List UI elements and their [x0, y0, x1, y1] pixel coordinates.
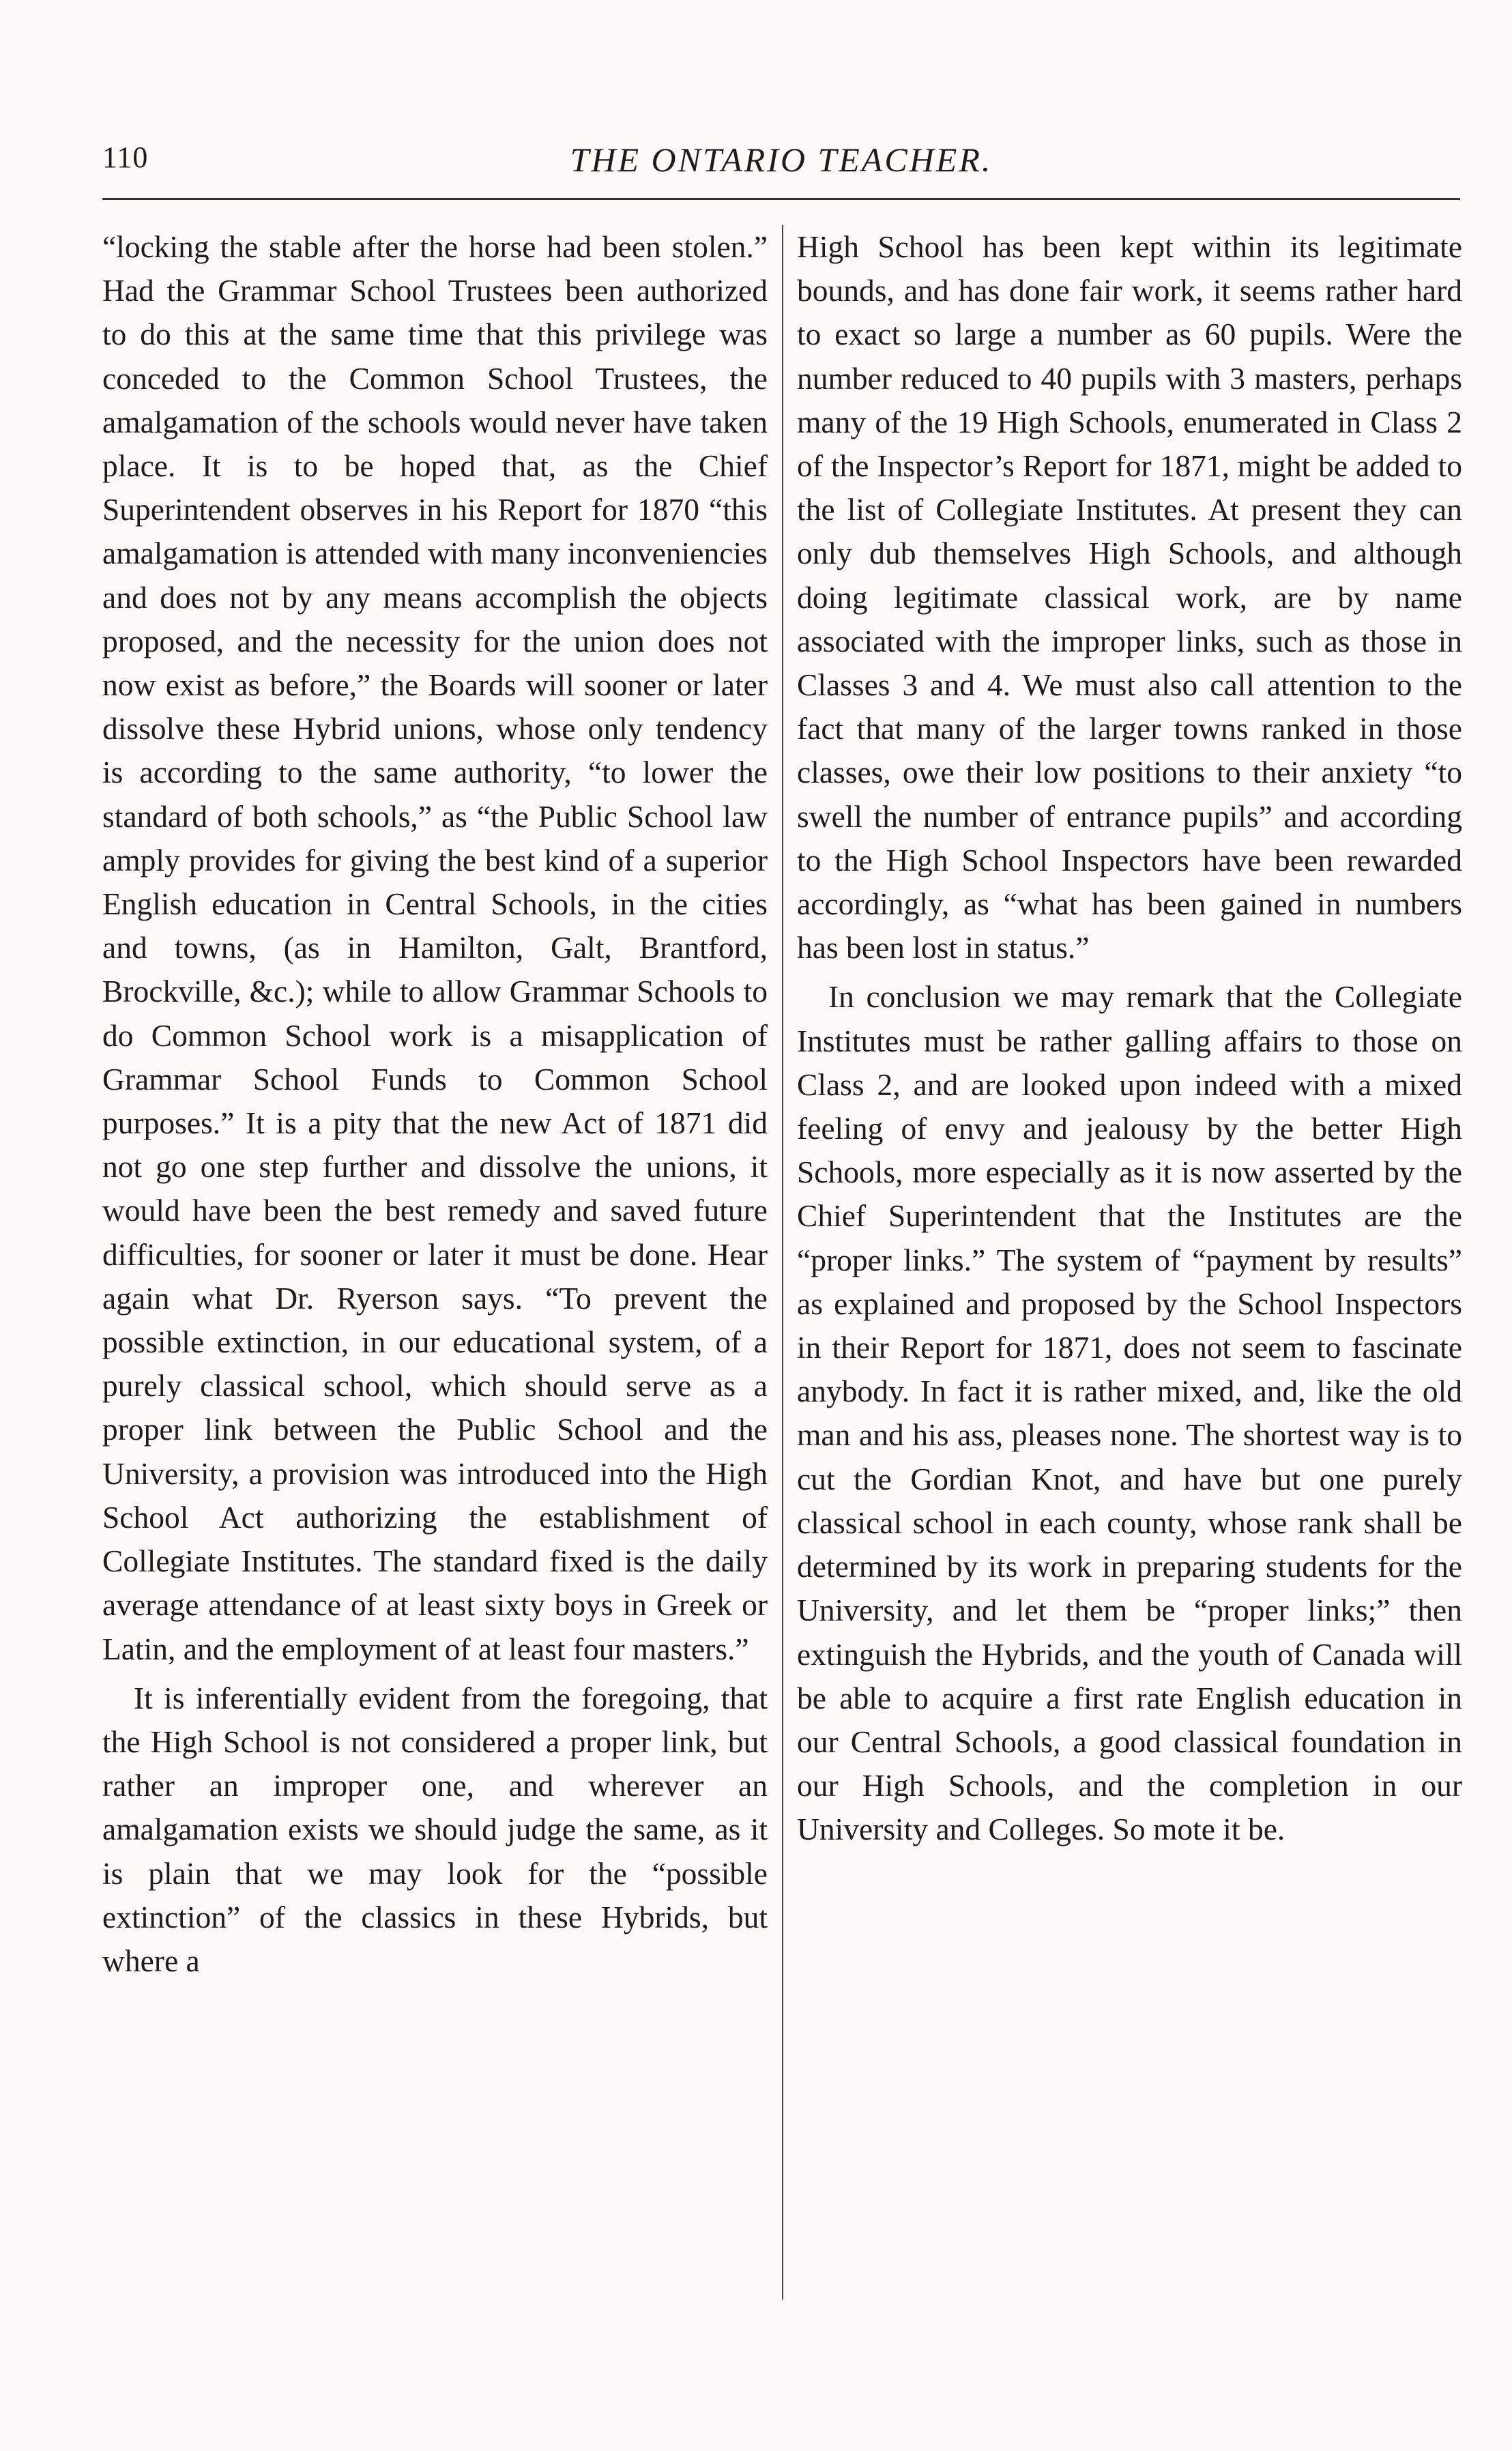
- header-rule: [102, 198, 1460, 200]
- page-header: [102, 140, 1460, 194]
- left-paragraph-1: “locking the stable after the horse had been stolen.” Had the Grammar School Trustees been authorized to do this at the same time that this privilege was conceded to the Common School Trustees, the amalgamation of the schools would never have taken place. It is to be hoped that, as the Chief Superintendent observes in his Report for 1870 “this amalgamation is attended with many inconveniencies and does not by any means accomplish the objects proposed, and the necessity for the union does not now exist as before,” the Boards will sooner or later dissolve these Hybrid unions, whose only tendency is according to the same authority, “to lower the standard of both schools,” as “the Public School law amply provides for giving the best kind of a superior English education in Central Schools, in the cities and towns, (as in Hamilton, Galt, Brantford, Brockville, &c.); while to allow Grammar Schools to do Common School work is a misapplication of Grammar School Funds to Common School purposes.” It is a pity that the new Act of 1871 did not go one step further and dissolve the unions, it would have been the best remedy and saved future difficulties, for sooner or later it must be done. Hear again what Dr. Ryerson says. “To prevent the possible extinction, in our educational system, of a purely classical school, which should serve as a proper link between the Public School and the University, a provision was introduced into the High School Act authorizing the establishment of Collegiate Institutes. The standard fixed is the daily average attendance of at least sixty boys in Greek or Latin, and the employment of at least four masters.”: [102, 229, 768, 1666]
- right-paragraph-2: In conclusion we may remark that the Collegiate Institutes must be rather galling affairs to those on Class 2, and are looked upon indeed with a mixed feeling of envy and jealousy by the better High Schools, more especially as it is now asserted by the Chief Superintendent that the Institutes are the “proper links.” The system of “payment by results” as explained and proposed by the School Inspectors in their Report for 1871, does not seem to fascinate anybody. In fact it is rather mixed, and, like the old man and his ass, pleases none. The shortest way is to cut the Gordian Knot, and have but one purely classical school in each county, whose rank shall be determined by its work in preparing students for the University, and let them be “proper links;” then extinguish the Hybrids, and the youth of Canada will be able to acquire a first rate English education in our Central Schools, a good classical foundation in our High Schools, and the completion in our University and Colleges. So mote it be.: [797, 979, 1462, 1847]
- page-number: 110: [102, 141, 149, 174]
- right-paragraph-1: High School has been kept within its legitimate bounds, and has done fair work, it seems rather hard to exact so large a number as 60 pupils. Were the number reduced to 40 pupils with 3 masters, perhaps many of the 19 High Schools, enumerated in Class 2 of the Inspector’s Report for 1871, might be added to the list of Collegiate Institutes. At present they can only dub themselves High Schools, and although doing legitimate classical work, are by name associated with the improper links, such as those in Classes 3 and 4. We must also call attention to the fact that many of the larger towns ranked in those classes, owe their low positions to their anxiety “to swell the number of entrance pupils” and according to the High School Inspectors have been rewarded accordingly, as “what has been gained in numbers has been lost in status.”: [797, 229, 1462, 966]
- column-divider: [782, 225, 783, 2300]
- right-column: [797, 225, 1462, 1852]
- running-title: THE ONTARIO TEACHER.: [570, 141, 993, 179]
- left-paragraph-2: It is inferentially evident from the foregoing, that the High School is not considered a proper link, but rather an improper one, and wherever an amalgamation exists we should judge the same, as it is plain that we may look for the “possible extinction” of the classics in these Hybrids, but where a: [102, 1680, 768, 1978]
- left-column: [102, 225, 768, 1983]
